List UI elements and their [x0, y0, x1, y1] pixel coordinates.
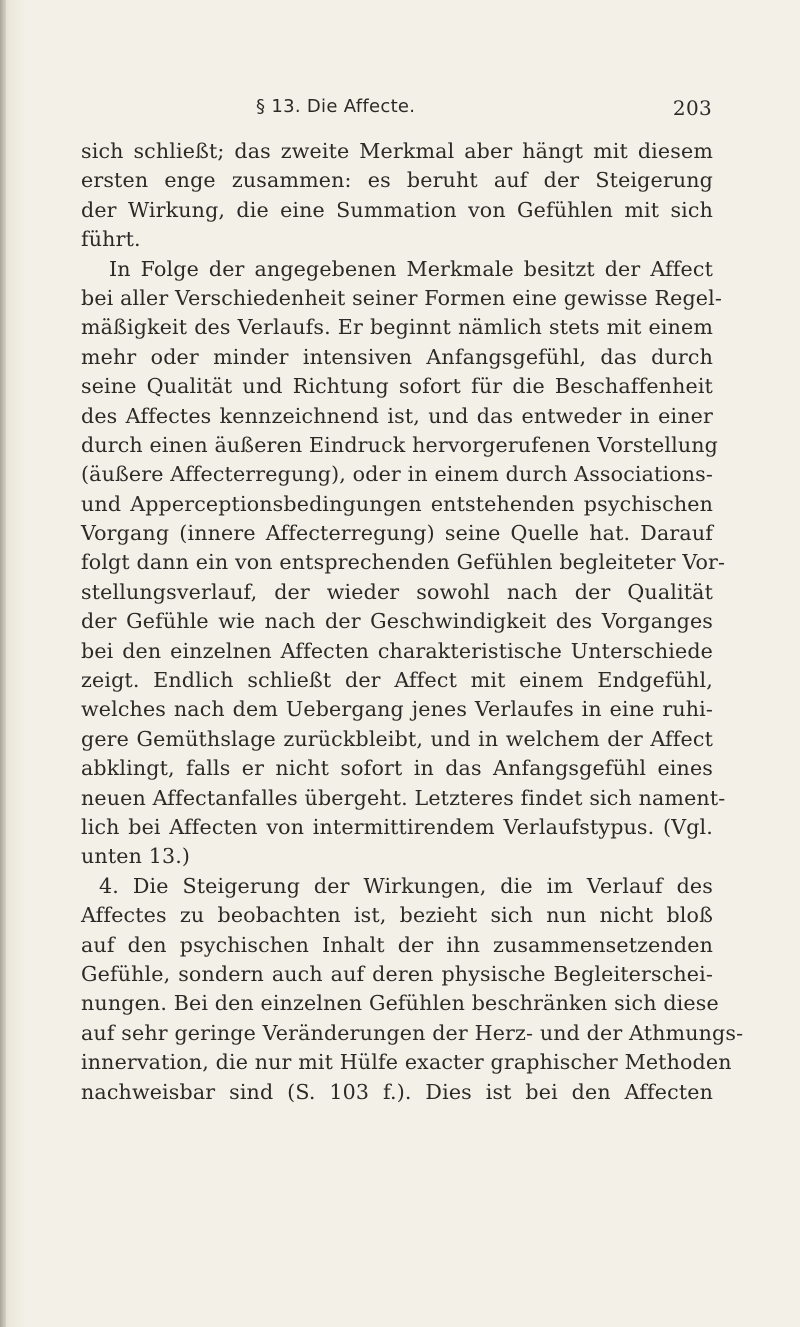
text-line: Affectes zu beobachten ist, bezieht sich nun nicht bloß [81, 903, 713, 928]
text-line: ersten enge zusammen: es beruht auf der Steigerung [81, 168, 713, 193]
text-line: auf sehr geringe Veränderungen der Herz- und der Athmungs- [81, 1020, 744, 1045]
text-line: des Affectes kennzeichnend ist, und das entweder in einer [81, 403, 713, 428]
text-line: gere Gemüthslage zurückbleibt, und in welchem der Affect [81, 726, 713, 751]
text-line: unten 13.) [81, 844, 191, 869]
text-line: auf den psychischen Inhalt der ihn zusammensetzenden [81, 932, 713, 957]
paragraph-start-line: 4. Die Steigerung der Wirkungen, die im Verlauf des [99, 873, 713, 898]
text-line: sich schließt; das zweite Merkmal aber hängt mit diesem [81, 139, 713, 163]
text-line: mehr oder minder intensiven Anfangsgefühl, das durch [81, 344, 713, 369]
text-line: neuen Affectanfalles übergeht. Letzteres findet sich nament- [81, 785, 726, 810]
text-line: seine Qualität und Richtung sofort für die Beschaffenheit [81, 374, 713, 399]
text-line: bei den einzelnen Affecten charakteristische Unterschiede [81, 638, 713, 663]
running-header [82, 96, 712, 126]
text-line: der Gefühle wie nach der Geschwindigkeit des Vorganges [81, 609, 713, 634]
text-line: zeigt. Endlich schließt der Affect mit einem Endgefühl, [81, 668, 713, 693]
body-text [81, 137, 744, 1107]
text-line: führt. [81, 227, 141, 252]
text-line: innervation, die nur mit Hülfe exacter graphischer Methoden [81, 1050, 732, 1075]
text-line: durch einen äußeren Eindruck hervorgerufenen Vorstellung [81, 432, 718, 457]
text-line: nungen. Bei den einzelnen Gefühlen beschränken sich diese [81, 991, 719, 1016]
text-line: und Apperceptionsbedingungen entstehenden psychischen [81, 491, 713, 516]
text-line: Gefühle, sondern auch auf deren physische Begleiterschei- [81, 961, 713, 986]
text-line: abklingt, falls er nicht sofort in das Anfangsgefühl eines [81, 756, 713, 781]
section-mark: § 13. [256, 96, 301, 117]
text-line: Vorgang (innere Affecterregung) seine Quelle hat. Darauf [81, 521, 713, 546]
paragraph-start-line: In Folge der angegebenen Merkmale besitzt der Affect [109, 256, 713, 281]
text-line: lich bei Affecten von intermittirendem Verlaufstypus. (Vgl. [81, 814, 713, 839]
text-line: folgt dann ein von entsprechenden Gefühlen begleiteter Vor- [81, 550, 726, 575]
text-line: welches nach dem Uebergang jenes Verlaufes in eine ruhi- [81, 697, 713, 722]
text-line: mäßigkeit des Verlaufs. Er beginnt nämlich stets mit einem [81, 315, 713, 340]
chapter-title: Die Affecte. [306, 96, 416, 117]
text-line: (äußere Affecterregung), oder in einem durch Associations- [81, 462, 713, 487]
text-line: der Wirkung, die eine Summation von Gefühlen mit sich [81, 197, 713, 222]
page-number: 203 [672, 96, 712, 120]
page-gutter-shadow [0, 0, 6, 1327]
running-title [256, 96, 415, 117]
text-line: bei aller Verschiedenheit seiner Formen eine gewisse Regel- [81, 285, 722, 310]
text-line: stellungsverlauf, der wieder sowohl nach der Qualität [81, 579, 713, 604]
text-line: nachweisbar sind (S. 103 f.). Dies ist bei den Affecten [81, 1079, 713, 1104]
